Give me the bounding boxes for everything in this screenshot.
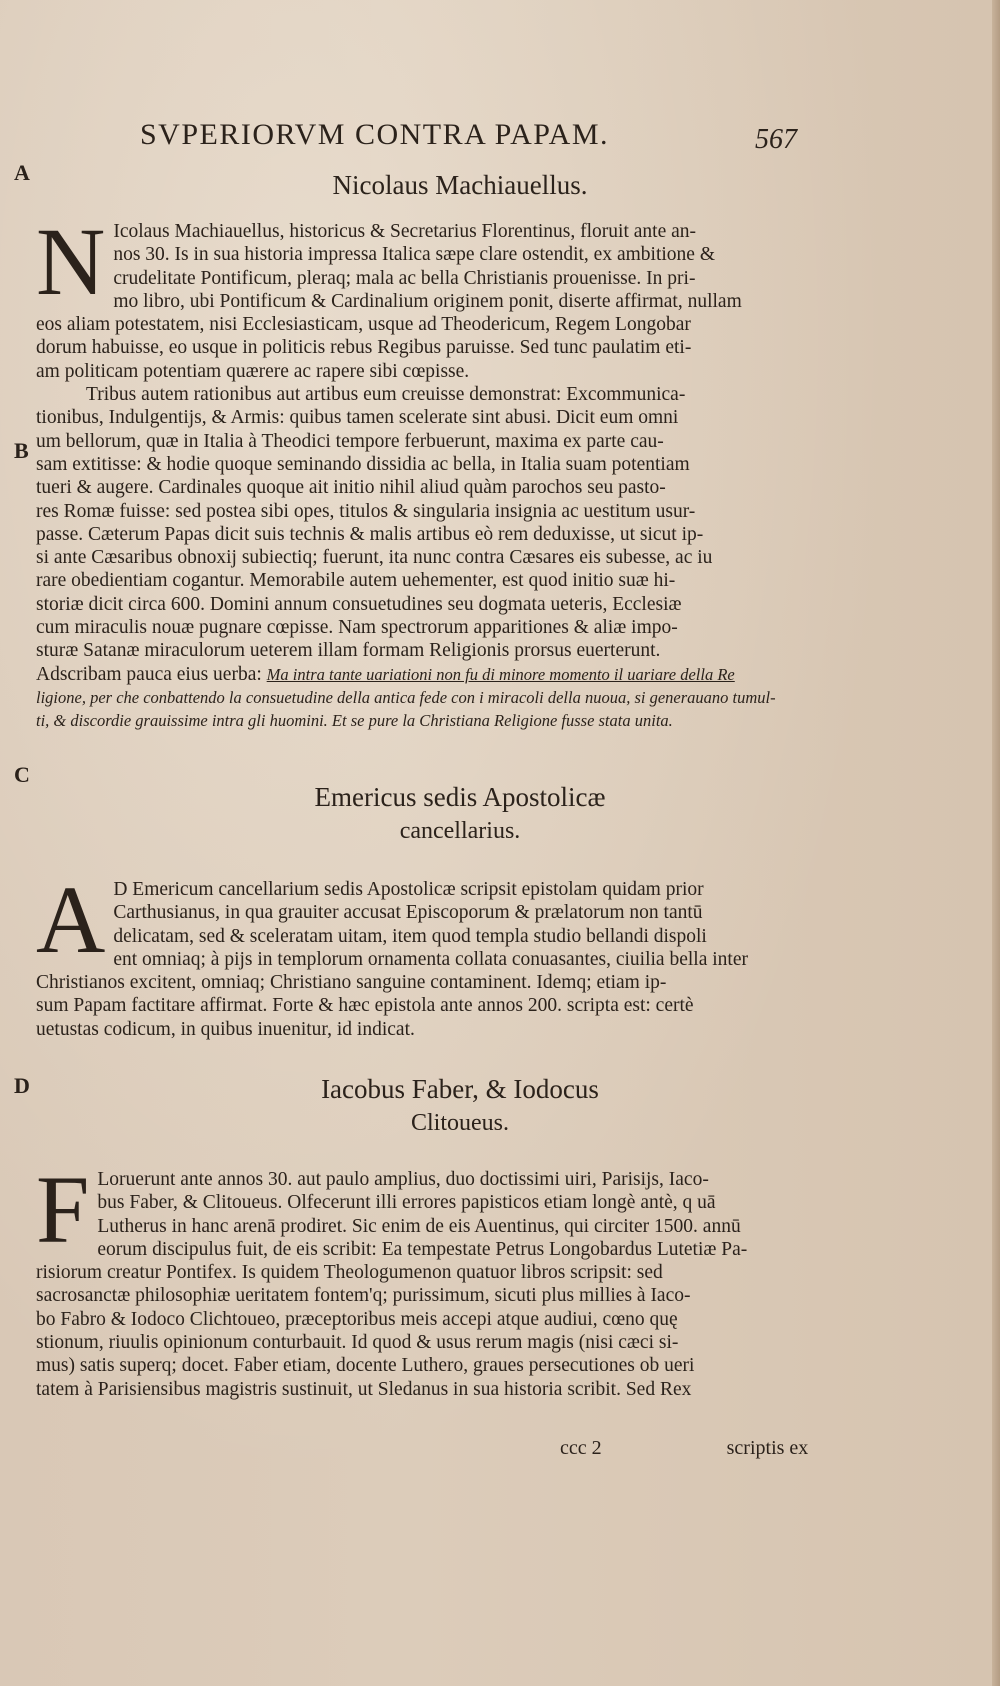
text-line: sturæ Satanæ miraculorum ueterem illam formam Religionis prorsus euerterunt. (36, 640, 661, 662)
text-line: storiæ dicit circa 600. Domini annum consuetudines seu dogmata ueteris, Ecclesiæ (36, 593, 682, 615)
signature-line (560, 1437, 928, 1460)
margin-letter-b: B (14, 438, 29, 463)
text-line: Tribus autem rationibus aut artibus eum creuisse demonstrat: Excommunica- (86, 384, 686, 406)
quote-line: ligione, per che conbattendo la consuetudine della antica fede con i miracoli della nuoua, si generauano tumul- (36, 687, 776, 707)
text-line: rare obedientiam cogantur. Memorabile autem uehementer, est quod initio suæ hi- (36, 570, 676, 592)
section-body-faber (36, 1156, 796, 1401)
text-line: am politicam potentiam quærere ac rapere sibi cœpisse. (36, 360, 470, 382)
folio-number: 567 (755, 124, 797, 155)
section-body-emericus (36, 866, 796, 1041)
text-line: cum miraculis nouæ pugnare cœpisse. Nam spectrorum apparitiones & aliæ impo- (36, 617, 678, 639)
catchword: scriptis ex (726, 1437, 809, 1459)
section-title-faber (160, 1072, 760, 1140)
text-line: mo libro, ubi Pontificum & Cardinalium originem ponit, diserte affirmat, nullam (113, 290, 742, 312)
text-line: Christianos excitent, omniaq; Christiano sanguine contaminent. Idemq; etiam ip- (36, 972, 667, 994)
text-line: Lutherus in hanc arenā prodiret. Sic enim de eis Auentinus, qui circiter 1500. annū (97, 1215, 741, 1237)
section-title-machiavelli (160, 168, 760, 202)
text-line: D Emericum cancellarium sedis Apostolicæ scripsit epistolam quidam prior (113, 879, 704, 900)
text-line: bo Fabro & Iodoco Clichtoueo, præceptoribus meis accepi atque audiui, cœno quę (36, 1308, 678, 1330)
quote-line: ti, & discordie grauissime intra gli huomini. Et se pure la Christiana Religione fusse stata unita. (36, 711, 673, 731)
section-title-line: Iacobus Faber, & Iodocus (321, 1074, 599, 1104)
quote-intro: Adscribam pauca eius uerba: (36, 663, 262, 685)
dropcap: A (36, 866, 106, 973)
section-title-line: Clitoueus. (410, 1110, 509, 1136)
dropcap: F (36, 1156, 90, 1263)
text-line: eorum discipulus fuit, de eis scribit: Ea tempestate Petrus Longobardus Lutetiæ Pa- (97, 1238, 748, 1260)
text-line: eos aliam potestatem, nisi Ecclesiasticam, usque ad Theodericum, Regem Longobar (36, 314, 691, 336)
text-line: mus) satis superq; docet. Faber etiam, docente Luthero, graues persecutiones ob ueri (36, 1355, 695, 1377)
margin-letter-c: C (14, 762, 30, 787)
running-head: SVPERIORVM CONTRA PAPAM. (140, 118, 610, 151)
text-line: res Romæ fuisse: sed postea sibi opes, titulos & singularia insignia ac uestitum usur- (36, 500, 696, 522)
signature-mark: ccc 2 (560, 1437, 602, 1459)
text-line: Icolaus Machiauellus, historicus & Secretarius Florentinus, floruit ante an- (113, 221, 697, 242)
text-line: ent omniaq; à pijs in templorum ornamenta collata conuasantes, ciuilia bella inter (113, 948, 748, 970)
section-body-machiavelli (36, 208, 796, 733)
margin-letter-a: A (14, 160, 30, 185)
section-title-emericus (160, 780, 760, 848)
text-line: tatem à Parisiensibus magistris sustinuit, ut Sledanus in sua historia scribit. Sed Rex (36, 1378, 692, 1400)
text-line: crudelitate Pontificum, pleraq; mala ac bella Christianis prouenisse. In pri- (113, 267, 696, 289)
section-title-line: cancellarius. (399, 818, 521, 844)
margin-letter-d: D (14, 1073, 30, 1098)
page-edge (992, 0, 1000, 1686)
text-line: Carthusianus, in qua grauiter accusat Episcoporum & prælatorum non tantū (113, 902, 703, 924)
quote-first-line (36, 663, 796, 686)
text-line: stionum, riuulis opinionum conturbauit. Id quod & usus rerum magis (nisi cæci si- (36, 1332, 679, 1354)
section-title-line: Nicolaus Machiauellus. (332, 170, 588, 200)
text-line: tueri & augere. Cardinales quoque ait initio nihil aliud quàm parochos seu pasto- (36, 477, 666, 499)
text-line: dorum habuisse, eo usque in politicis rebus Regibus paruisse. Sed tunc paulatim eti- (36, 337, 692, 359)
text-line: um bellorum, quæ in Italia à Theodici tempore ferbuerunt, maxima ex parte cau- (36, 430, 664, 452)
text-line: bus Faber, & Clitoueus. Olfecerunt illi errores papisticos etiam longè antè, q uā (97, 1192, 716, 1214)
text-line: si ante Cæsaribus obnoxij subiectiq; fuerunt, ita nunc contra Cæsares eis subesse, ac iu (36, 547, 713, 569)
text-line: sacrosanctæ philosophiæ ueritatem fontem'q; purissimum, sicuti plus millies à Iaco- (36, 1285, 691, 1307)
dropcap: N (36, 208, 106, 315)
quote-line: Ma intra tante uariationi non fu di minore momento il uariare della Re (266, 664, 735, 684)
text-line: risiorum creatur Pontifex. Is quidem Theologumenon quatuor libros scripsit: sed (36, 1262, 663, 1284)
text-line: passe. Cæterum Papas dicit suis technis & malis artibus eò rem deduxisse, ut sicut ip- (36, 523, 704, 545)
text-line: delicatam, sed & sceleratam uitam, item quod templa studio bellandi dispoli (113, 925, 707, 947)
text-line: Loruerunt ante annos 30. aut paulo amplius, duo doctissimi uiri, Parisijs, Iaco- (97, 1169, 709, 1190)
text-line: nos 30. Is in sua historia impressa Italica sæpe clare ostendit, ex ambitione & (113, 244, 715, 266)
text-line: uetustas codicum, in quibus inuenitur, id indicat. (36, 1018, 415, 1040)
text-line: sam extitisse: & hodie quoque seminando dissidia ac bella, in Italia suam potentiam (36, 453, 690, 475)
text-line: tionibus, Indulgentijs, & Armis: quibus tamen scelerate sint abusi. Dicit eum omni (36, 407, 679, 429)
section-title-line: Emericus sedis Apostolicæ (314, 782, 606, 812)
text-line: sum Papam factitare affirmat. Forte & hæc epistola ante annos 200. scripta est: certè (36, 995, 694, 1017)
